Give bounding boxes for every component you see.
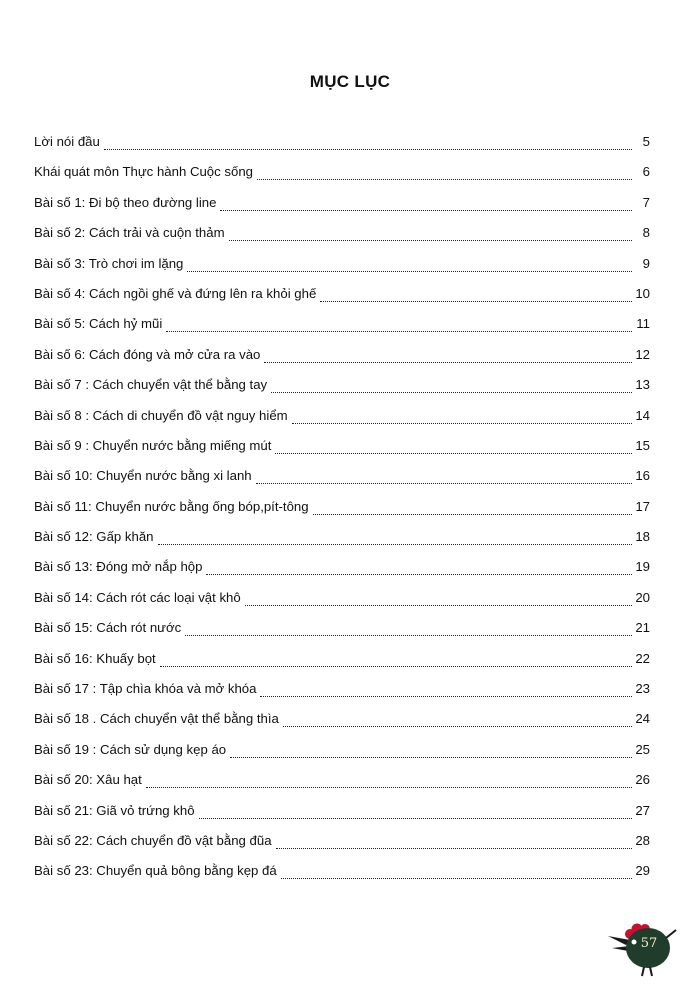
toc-entry [34,195,650,225]
toc-entry-page: 16 [635,468,650,484]
toc-entry-page: 15 [635,437,650,453]
toc-entry-label: Bài số 16: Khuấy bọt [34,650,156,666]
toc-leader-dots [158,543,633,545]
toc-entry-label: Bài số 19 : Cách sử dụng kẹp áo [34,741,227,757]
toc-leader-dots [313,513,632,515]
toc-entry-page: 13 [635,377,650,393]
toc-entry [34,347,650,377]
toc-entry-label: Bài số 1: Đi bộ theo đường line [34,194,217,210]
toc-entry [34,529,650,559]
toc-entry [34,499,650,529]
toc-leader-dots [256,482,632,484]
toc-leader-dots [206,573,632,575]
toc-leader-dots [292,422,632,424]
toc-entry-label: Bài số 2: Cách trải và cuộn thảm [34,225,225,241]
toc-entry-page: 21 [635,620,650,636]
toc-entry [34,256,650,286]
toc-entry-label: Bài số 11: Chuyển nước bằng ống bóp,pít-tông [34,498,309,514]
toc-entry-label: Bài số 4: Cách ngồi ghế và đứng lên ra khỏi ghế [34,285,317,301]
toc-entry [34,225,650,255]
toc-entry-label: Bài số 8 : Cách di chuyển đồ vật nguy hiểm [34,407,288,423]
toc-entry-page: 20 [635,589,650,605]
toc-leader-dots [271,391,632,393]
toc-entry-label: Bài số 13: Đóng mở nắp hộp [34,559,203,575]
toc-leader-dots [220,209,632,211]
toc-leader-dots [275,452,632,454]
toc-entry [34,620,650,650]
toc-entry-page: 8 [642,225,650,241]
toc-leader-dots [199,817,632,819]
toc-leader-dots [160,665,632,667]
toc-entry [34,286,650,316]
toc-entry [34,681,650,711]
toc-entry-label: Bài số 5: Cách hỷ mũi [34,316,163,332]
toc-leader-dots [229,239,632,241]
toc-entry-label: Bài số 18 . Cách chuyển vật thể bằng thìa [34,711,279,727]
toc-entry [34,438,650,468]
toc-leader-dots [187,270,632,272]
table-of-contents [34,134,650,894]
toc-entry [34,134,650,164]
toc-entry-label: Lời nói đầu [34,134,100,149]
toc-entry-page: 24 [635,711,650,727]
toc-entry [34,590,650,620]
toc-entry [34,408,650,438]
toc-entry-label: Bài số 20: Xâu hạt [34,772,142,788]
toc-entry-label: Bài số 12: Gấp khăn [34,529,154,545]
toc-leader-dots [245,604,632,606]
toc-leader-dots [264,361,632,363]
toc-entry [34,559,650,589]
toc-entry-page: 7 [642,194,650,210]
toc-leader-dots [276,847,632,849]
toc-leader-dots [185,634,632,636]
toc-entry-page: 11 [636,316,650,332]
toc-entry-page: 27 [635,802,650,818]
toc-entry-label: Bài số 22: Cách chuyển đồ vật bằng đũa [34,832,272,848]
toc-leader-dots [257,178,632,180]
toc-leader-dots [283,725,632,727]
toc-entry-page: 28 [635,832,650,848]
toc-entry-page: 26 [635,772,650,788]
toc-entry-label: Bài số 9 : Chuyển nước bằng miếng mút [34,437,272,453]
toc-entry-label: Khái quát môn Thực hành Cuộc sống [34,164,253,180]
toc-entry-page: 6 [642,164,650,180]
toc-leader-dots [260,695,632,697]
toc-entry-page: 25 [635,741,650,757]
toc-entry-label: Bài số 15: Cách rót nước [34,620,182,636]
toc-leader-dots [166,330,632,332]
toc-entry [34,742,650,772]
toc-entry-page: 22 [635,650,650,666]
toc-entry-page: 29 [635,863,650,879]
toc-entry [34,651,650,681]
toc-entry [34,863,650,893]
toc-entry-label: Bài số 23: Chuyển quả bông bằng kẹp đá [34,863,277,879]
toc-entry-page: 10 [635,285,650,301]
toc-entry [34,164,650,194]
toc-entry-label: Bài số 21: Giã vỏ trứng khô [34,802,195,818]
toc-leader-dots [146,786,632,788]
toc-entry-page: 9 [642,255,650,271]
toc-entry-page: 19 [635,559,650,575]
toc-entry [34,468,650,498]
toc-entry-label: Bài số 6: Cách đóng và mở cửa ra vào [34,346,261,362]
toc-entry [34,803,650,833]
toc-entry-label: Bài số 10: Chuyển nước bằng xi lanh [34,468,252,484]
toc-entry [34,711,650,741]
toc-entry-label: Bài số 17 : Tập chìa khóa và mở khóa [34,681,257,697]
toc-entry-label: Bài số 3: Trò chơi im lặng [34,255,184,271]
toc-entry-label: Bài số 7 : Cách chuyển vật thể bằng tay [34,377,268,393]
toc-entry-page: 12 [635,346,650,362]
toc-entry-page: 18 [635,529,650,545]
toc-entry-page: 5 [642,134,650,149]
toc-entry-page: 17 [635,498,650,514]
toc-leader-dots [230,756,632,758]
toc-entry [34,772,650,802]
page-number: 57 [640,936,658,951]
page-number-badge [604,910,684,980]
toc-leader-dots [320,300,632,302]
toc-entry-page: 14 [635,407,650,423]
toc-entry [34,316,650,346]
toc-entry-label: Bài số 14: Cách rót các loại vật khô [34,589,241,605]
toc-entry-page: 23 [635,681,650,697]
toc-leader-dots [104,148,632,150]
toc-entry [34,377,650,407]
toc-entry [34,833,650,863]
page-title: MỤC LỤC [309,72,391,91]
toc-leader-dots [281,877,632,879]
